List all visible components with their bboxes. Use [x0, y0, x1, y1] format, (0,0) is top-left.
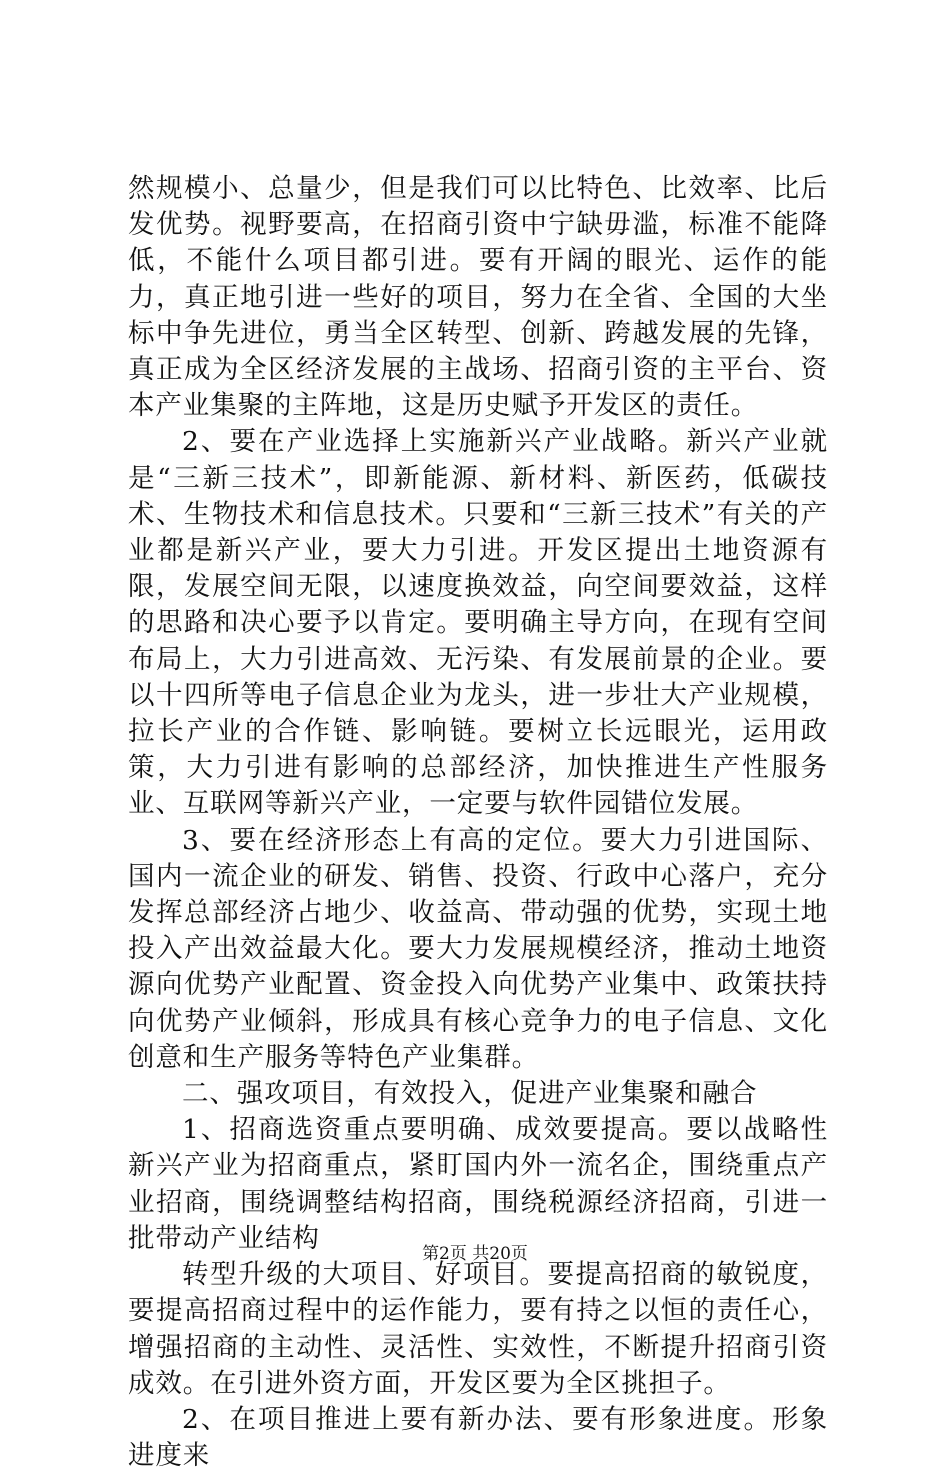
document-body	[128, 171, 828, 1474]
paragraph-2: 2、要在产业选择上实施新兴产业战略。新兴产业就是“三新三技术”，即新能源、新材料、新医药，低碳技术、生物技术和信息技术。只要和“三新三技术”有关的产业都是新兴产业，要大力引进。开发区提出土地资源有限，发展空间无限，以速度换效益，向空间要效益，这样的思路和决心要予以肯定。要明确主导方向，在现有空间布局上，大力引进高效、无污染、有发展前景的企业。要以十四所等电子信息企业为龙头，进一步壮大产业规模，拉长产业的合作链、影响链。要树立长远眼光，运用政策，大力引进有影响的总部经济，加快推进生产性服务业、互联网等新兴产业，一定要与软件园错位发展。	[128, 426, 828, 820]
paragraph-1: 然规模小、总量少，但是我们可以比特色、比效率、比后发优势。视野要高，在招商引资中宁缺毋滥，标准不能降低，不能什么项目都引进。要有开阔的眼光、运作的能力，真正地引进一些好的项目，努力在全省、全国的大坐标中争先进位，勇当全区转型、创新、跨越发展的先锋，真正成为全区经济发展的主战场、招商引资的主平台、资本产业集聚的主阵地，这是历史赋予开发区的责任。	[128, 173, 828, 422]
page-number-label: 第2页 共20页	[422, 1244, 528, 1264]
section-heading: 二、强攻项目，有效投入，促进产业集聚和融合	[182, 1078, 758, 1110]
paragraph-6: 2、在项目推进上要有新办法、要有形象进度。形象进度来	[128, 1403, 828, 1472]
page-footer	[0, 1242, 950, 1266]
paragraph-3: 3、要在经济形态上有高的定位。要大力引进国际、国内一流企业的研发、销售、投资、行政中心落户，充分发挥总部经济占地少、收益高、带动强的优势，实现土地投入产出效益最大化。要大力发展规模经济，推动土地资源向优势产业配置、资金投入向优势产业集中、政策扶持向优势产业倾斜，形成具有核心竞争力的电子信息、文化创意和生产服务等特色产业集群。	[128, 824, 828, 1073]
paragraph-5: 转型升级的大项目、好项目。要提高招商的敏锐度，要提高招商过程中的运作能力，要有持之以恒的责任心，增强招商的主动性、灵活性、实效性，不断提升招商引资成效。在引进外资方面，开发区要为全区挑担子。	[128, 1259, 828, 1399]
paragraph-4: 1、招商选资重点要明确、成效要提高。要以战略性新兴产业为招商重点，紧盯国内外一流名企，围绕重点产业招商，围绕调整结构招商，围绕税源经济招商，引进一批带动产业结构	[128, 1114, 828, 1254]
